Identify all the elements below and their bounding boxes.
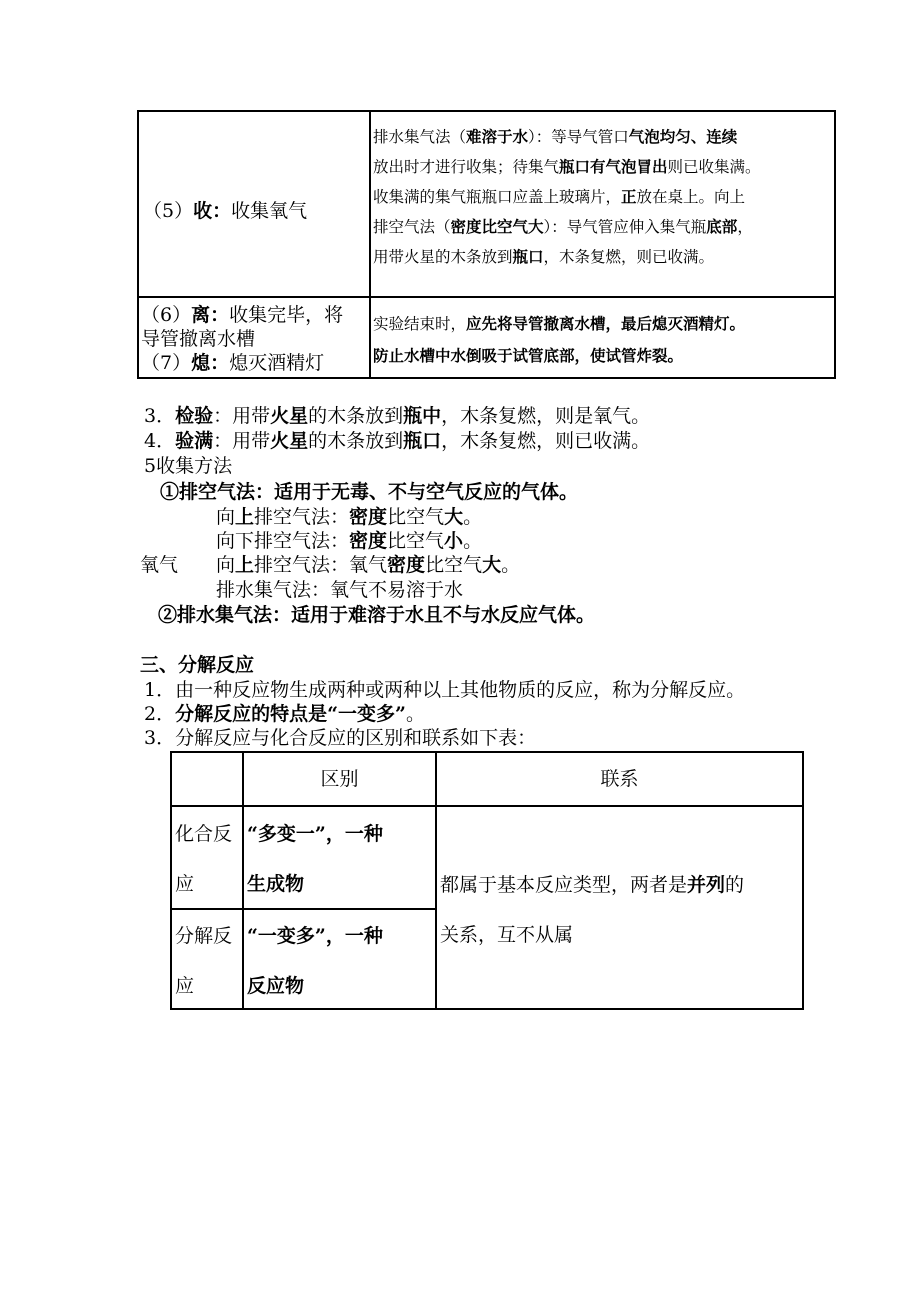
method-upward-air: 向上排空气法：密度比空气大。 [216,506,483,528]
method-downward-air: 向下排空气法：密度比空气小。 [216,530,483,552]
comparison-table [170,751,804,1010]
step-6-7-description: 实验结束时，应先将导管撤离水槽，最后熄灭酒精灯。 防止水槽中水倒吸于试管底部，使试管炸裂。 [373,314,746,365]
section-title: 三、分解反应 [140,654,255,676]
row-combination-name: 化合反 应 [175,823,233,895]
table-divider [172,805,802,807]
procedure-table [137,110,836,379]
desc-line: 排空气法（密度比空气大）：导气管应伸入集气瓶底部， [373,217,753,236]
method-air-displacement: ①排空气法：适用于无毒、不与空气反应的气体。 [160,481,579,503]
row-combination-difference: “多变一”，一种 生成物 [247,823,383,895]
step-5-label: （5）收：收集氧气 [143,200,308,222]
header-relation: 联系 [600,768,639,790]
relation-text: 都属于基本反应类型，两者是并列的 关系，互不从属 [440,874,745,946]
oxygen-label: 氧气 [140,554,179,576]
desc-line: 放出时才进行收集；待集气瓶口有气泡冒出则已收集满。 [373,157,761,176]
desc-line: 用带火星的木条放到瓶口，木条复燃，则已收满。 [373,247,715,266]
oxygen-water-displacement: 排水集气法：氧气不易溶于水 [216,579,464,601]
header-difference: 区别 [320,768,359,790]
step-6-7-label: （6）离：收集完毕，将 导管撤离水槽 （7）熄：熄灭酒精灯 [141,304,344,374]
desc-line: 收集满的集气瓶瓶口应盖上玻璃片，正放在桌上。向上 [373,187,746,206]
para-full-check: 4．验满：用带火星的木条放到瓶口，木条复燃，则已收满。 [144,430,651,452]
table-divider [139,296,834,298]
sec3-para-1: 1．由一种反应物生成两种或两种以上其他物质的反应，称为分解反应。 [144,679,746,701]
row-decomposition-name: 分解反 应 [175,925,233,997]
sec3-para-2: 2．分解反应的特点是“一变多”。 [144,703,425,725]
oxygen-upward-air: 向上排空气法：氧气密度比空气大。 [216,554,521,576]
para-test: 3．检验：用带火星的木条放到瓶中，木条复燃，则是氧气。 [144,405,651,427]
step-5-description [373,122,835,272]
para-collect-methods: 5收集方法 [144,455,233,477]
sec3-para-3: 3．分解反应与化合反应的区别和联系如下表： [144,727,537,749]
method-water-displacement: ②排水集气法：适用于难溶于水且不与水反应气体。 [158,604,596,626]
table-divider [369,112,371,377]
desc-line: 排水集气法（难溶于水）：等导气管口气泡均匀、连续 [373,127,738,146]
row-decomposition-difference: “一变多”，一种 反应物 [247,925,383,997]
